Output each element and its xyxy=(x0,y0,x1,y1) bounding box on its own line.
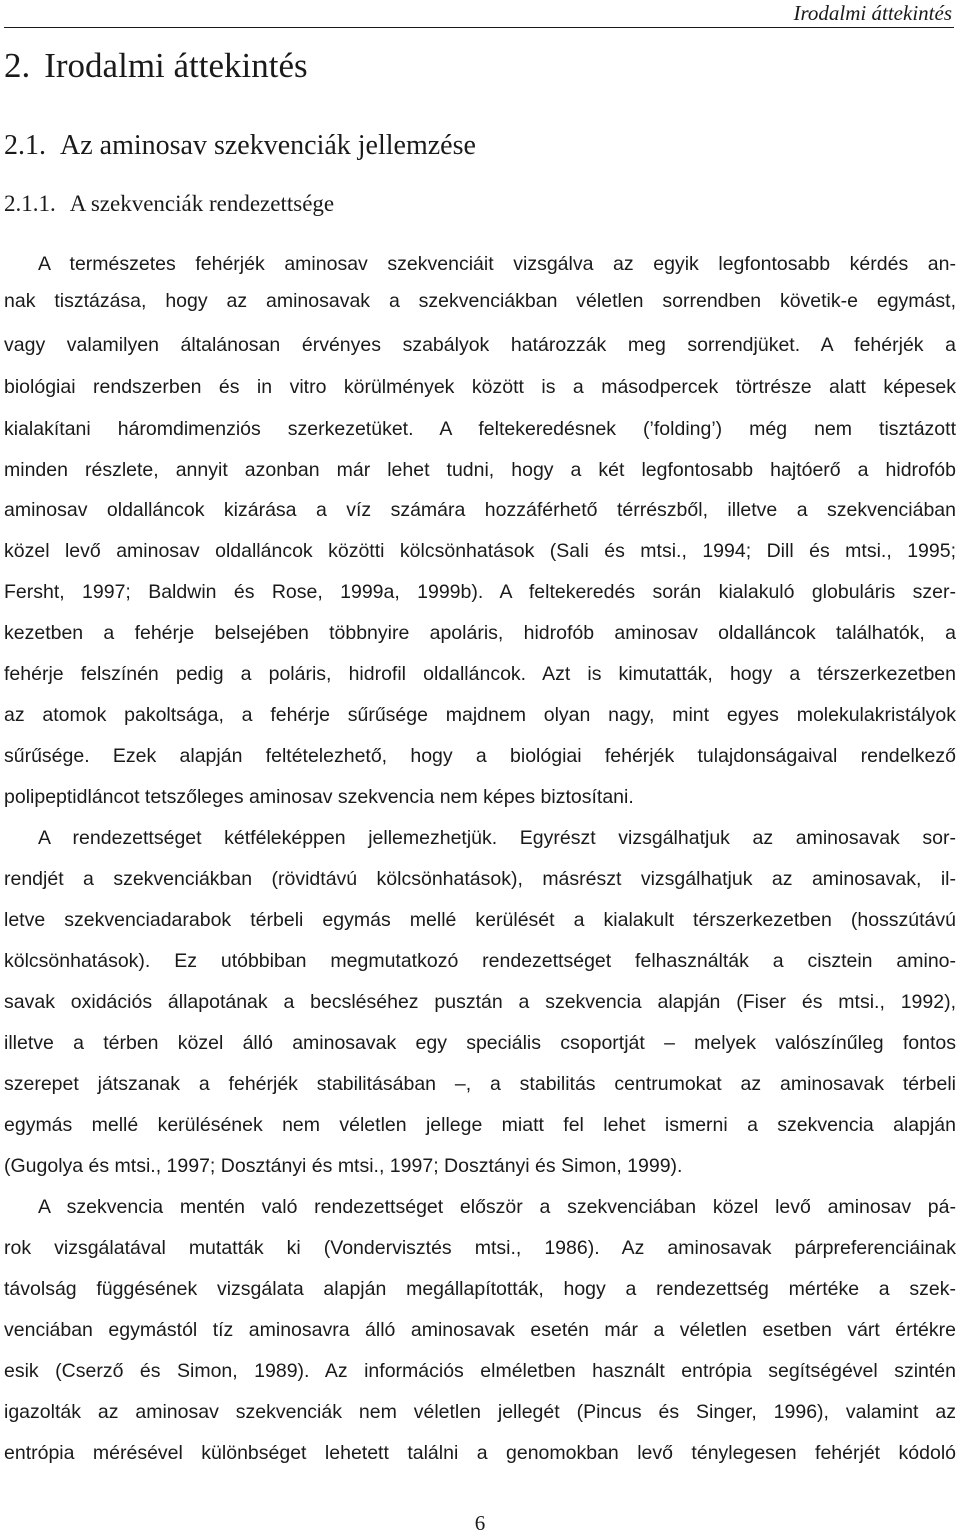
text-line: rendjét a szekvenciákban (rövidtávú kölcsönhatások), másrészt vizsgálhatjuk az aminosavak, il- xyxy=(4,868,956,890)
text-line: (Gugolya és mtsi., 1997; Dosztányi és mtsi., 1997; Dosztányi és Simon, 1999). xyxy=(4,1155,683,1177)
section-number: 2.1. xyxy=(4,130,46,161)
text-line: kialakítani háromdimenziós szerkezetüket. A feltekeredésnek (’folding’) még nem tisztázott xyxy=(4,418,956,440)
chapter-number: 2. xyxy=(4,46,31,85)
subsection-title-text: A szekvenciák rendezettsége xyxy=(69,191,335,216)
running-header: Irodalmi áttekintés xyxy=(793,1,952,25)
text-line: kezetben a fehérje belsejében többnyire apoláris, hidrofób aminosav oldalláncok találhatók, a xyxy=(4,622,956,644)
section-title-text: Az aminosav szekvenciák jellemzése xyxy=(60,130,476,161)
text-line: igazolták az aminosav szekvenciák nem véletlen jellegét (Pincus és Singer, 1996), valamint az xyxy=(4,1401,956,1423)
subsection-title xyxy=(4,188,334,220)
text-line: polipeptidláncot tetszőleges aminosav szekvencia nem képes biztosítani. xyxy=(4,786,634,808)
page-number: 6 xyxy=(474,1511,486,1535)
text-line: entrópia mérésével különbséget lehetett találni a genomokban levő ténylegesen fehérjét kódoló xyxy=(4,1442,956,1464)
text-line: savak oxidációs állapotának a becsléséhez pusztán a szekvencia alapján (Fiser és mtsi., 1992), xyxy=(4,991,956,1013)
text-line: nak tisztázása, hogy az aminosavak a szekvenciákban véletlen sorrendben követik-e egymást, xyxy=(4,290,956,312)
text-line: A természetes fehérjék aminosav szekvenciáit vizsgálva az egyik legfontosabb kérdés an- xyxy=(38,253,956,275)
chapter-title-text: Irodalmi áttekintés xyxy=(44,46,308,85)
text-line: kölcsönhatások). Ez utóbbiban megmutatkozó rendezettséget felhasználták a cisztein amino- xyxy=(4,950,956,972)
text-line: Fersht, 1997; Baldwin és Rose, 1999a, 1999b). A feltekeredés során kialakuló globuláris szer- xyxy=(4,581,956,603)
text-line: A rendezettséget kétféleképpen jellemezhetjük. Egyrészt vizsgálhatjuk az aminosavak sor- xyxy=(38,827,956,849)
text-line: letve szekvenciadarabok térbeli egymás mellé kerülését a kialakult térszerkezetben (hosszútávú xyxy=(4,909,956,931)
text-line: esik (Cserző és Simon, 1989). Az információs elméletben használt entrópia segítségével szintén xyxy=(4,1360,956,1382)
text-line: biológiai rendszerben és in vitro körülmények között is a másodpercek törtrésze alatt képesek xyxy=(4,376,956,398)
text-line: távolság függésének vizsgálata alapján megállapították, hogy a rendezettség mértéke a szek- xyxy=(4,1278,956,1300)
text-line: A szekvencia mentén való rendezettséget először a szekvenciában közel levő aminosav pá- xyxy=(38,1196,956,1218)
header-rule xyxy=(4,27,954,28)
subsection-number: 2.1.1. xyxy=(4,191,56,216)
text-line: rok vizsgálatával mutatták ki (Vondervisztés mtsi., 1986). Az aminosavak párpreferenciáinak xyxy=(4,1237,956,1259)
text-line: fehérje felszínén pedig a poláris, hidrofil oldalláncok. Azt is kimutatták, hogy a térszerkezetben xyxy=(4,663,956,685)
text-line: közel levő aminosav oldalláncok közötti kölcsönhatások (Sali és mtsi., 1994; Dill és mtsi., 1995; xyxy=(4,540,956,562)
section-title xyxy=(4,127,476,165)
text-line: vagy valamilyen általánosan érvényes szabályok határozzák meg sorrendjüket. A fehérjék a xyxy=(4,334,956,356)
text-line: minden részlete, annyit azonban már lehet tudni, hogy a két legfontosabb hajtóerő a hidrofób xyxy=(4,459,956,481)
text-line: egymás mellé kerülésének nem véletlen jellege miatt fel lehet ismerni a szekvencia alapján xyxy=(4,1114,956,1136)
text-line: sűrűsége. Ezek alapján feltételezhető, hogy a biológiai fehérjék tulajdonságaival rendelkező xyxy=(4,745,956,767)
text-line: szerepet játszanak a fehérjék stabilitásában –, a stabilitás centrumokat az aminosavak térbeli xyxy=(4,1073,956,1095)
text-line: az atomok pakoltsága, a fehérje sűrűsége majdnem olyan nagy, mint egyes molekulakristályok xyxy=(4,704,956,726)
chapter-title xyxy=(4,42,308,90)
text-line: venciában egymástól tíz aminosavra álló aminosavak esetén már a véletlen esetben várt értékre xyxy=(4,1319,956,1341)
text-line: illetve a térben közel álló aminosavak egy speciális csoportját – melyek valószínűleg fontos xyxy=(4,1032,956,1054)
text-line: aminosav oldalláncok kizárása a víz számára hozzáférhető térrészből, illetve a szekvenciában xyxy=(4,499,956,521)
